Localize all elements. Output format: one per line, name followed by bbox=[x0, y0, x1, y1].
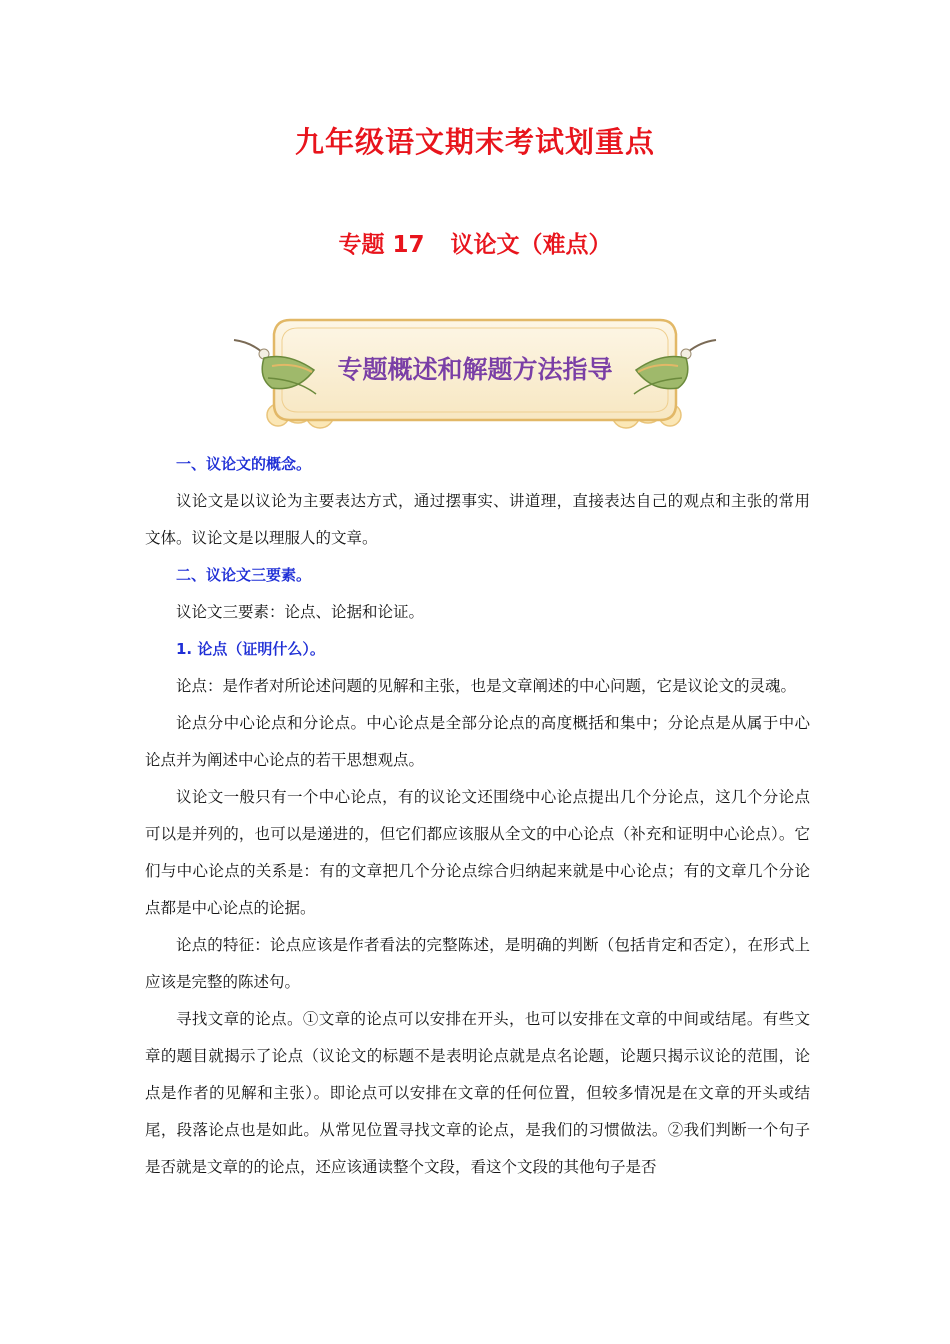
section-heading: 二、议论文三要素。 bbox=[176, 566, 312, 584]
page-title: 九年级语文期末考试划重点 bbox=[294, 125, 655, 159]
paragraph: 议论文三要素：论点、论据和论证。 bbox=[176, 603, 425, 621]
banner-title: 专题概述和解题方法指导 bbox=[337, 355, 613, 384]
paragraph: 议论文一般只有一个中心论点，有的议论文还围绕中心论点提出几个分论点，这几个分论点可以是并列的，也可以是递进的，但它们都应该服从全文的中心论点（补充和证明中心论点）。它们与中心论点的关系是：有的文章把几个分论点综合归纳起来就是中心论点；有的文章几个分论点都是中心论点的论据。 bbox=[145, 788, 810, 917]
document-body bbox=[145, 446, 810, 1186]
paragraph: 论点的特征：论点应该是作者看法的完整陈述，是明确的判断（包括肯定和否定），在形式上应该是完整的陈述句。 bbox=[145, 936, 810, 991]
paragraph: 论点分中心论点和分论点。中心论点是全部分论点的高度概括和集中；分论点是从属于中心论点并为阐述中心论点的若干思想观点。 bbox=[145, 714, 810, 769]
subsection-heading: 1. 论点（证明什么）。 bbox=[176, 640, 325, 658]
paragraph: 寻找文章的论点。①文章的论点可以安排在开头，也可以安排在文章的中间或结尾。有些文章的题目就揭示了论点（议论文的标题不是表明论点就是点名论题，论题只揭示议论的范围，论点是作者的见解和主张）。即论点可以安排在文章的任何位置，但较多情况是在文章的开头或结尾，段落论点也是如此。从常见位置寻找文章的论点，是我们的习惯做法。②我们判断一个句子是否就是文章的的论点，还应该通读整个文段，看这个文段的其他句子是否 bbox=[145, 1010, 810, 1176]
paragraph: 论点：是作者对所论述问题的见解和主张，也是文章阐述的中心问题，它是议论文的灵魂。 bbox=[176, 677, 797, 695]
section-banner bbox=[228, 312, 722, 437]
topic-subtitle bbox=[0, 226, 950, 259]
topic-number: 专题 17 bbox=[338, 232, 425, 258]
section-heading: 一、议论文的概念。 bbox=[176, 455, 312, 473]
topic-name: 议论文（难点） bbox=[450, 232, 612, 258]
paragraph: 议论文是以议论为主要表达方式，通过摆事实、讲道理，直接表达自己的观点和主张的常用文体。议论文是以理服人的文章。 bbox=[145, 492, 810, 547]
